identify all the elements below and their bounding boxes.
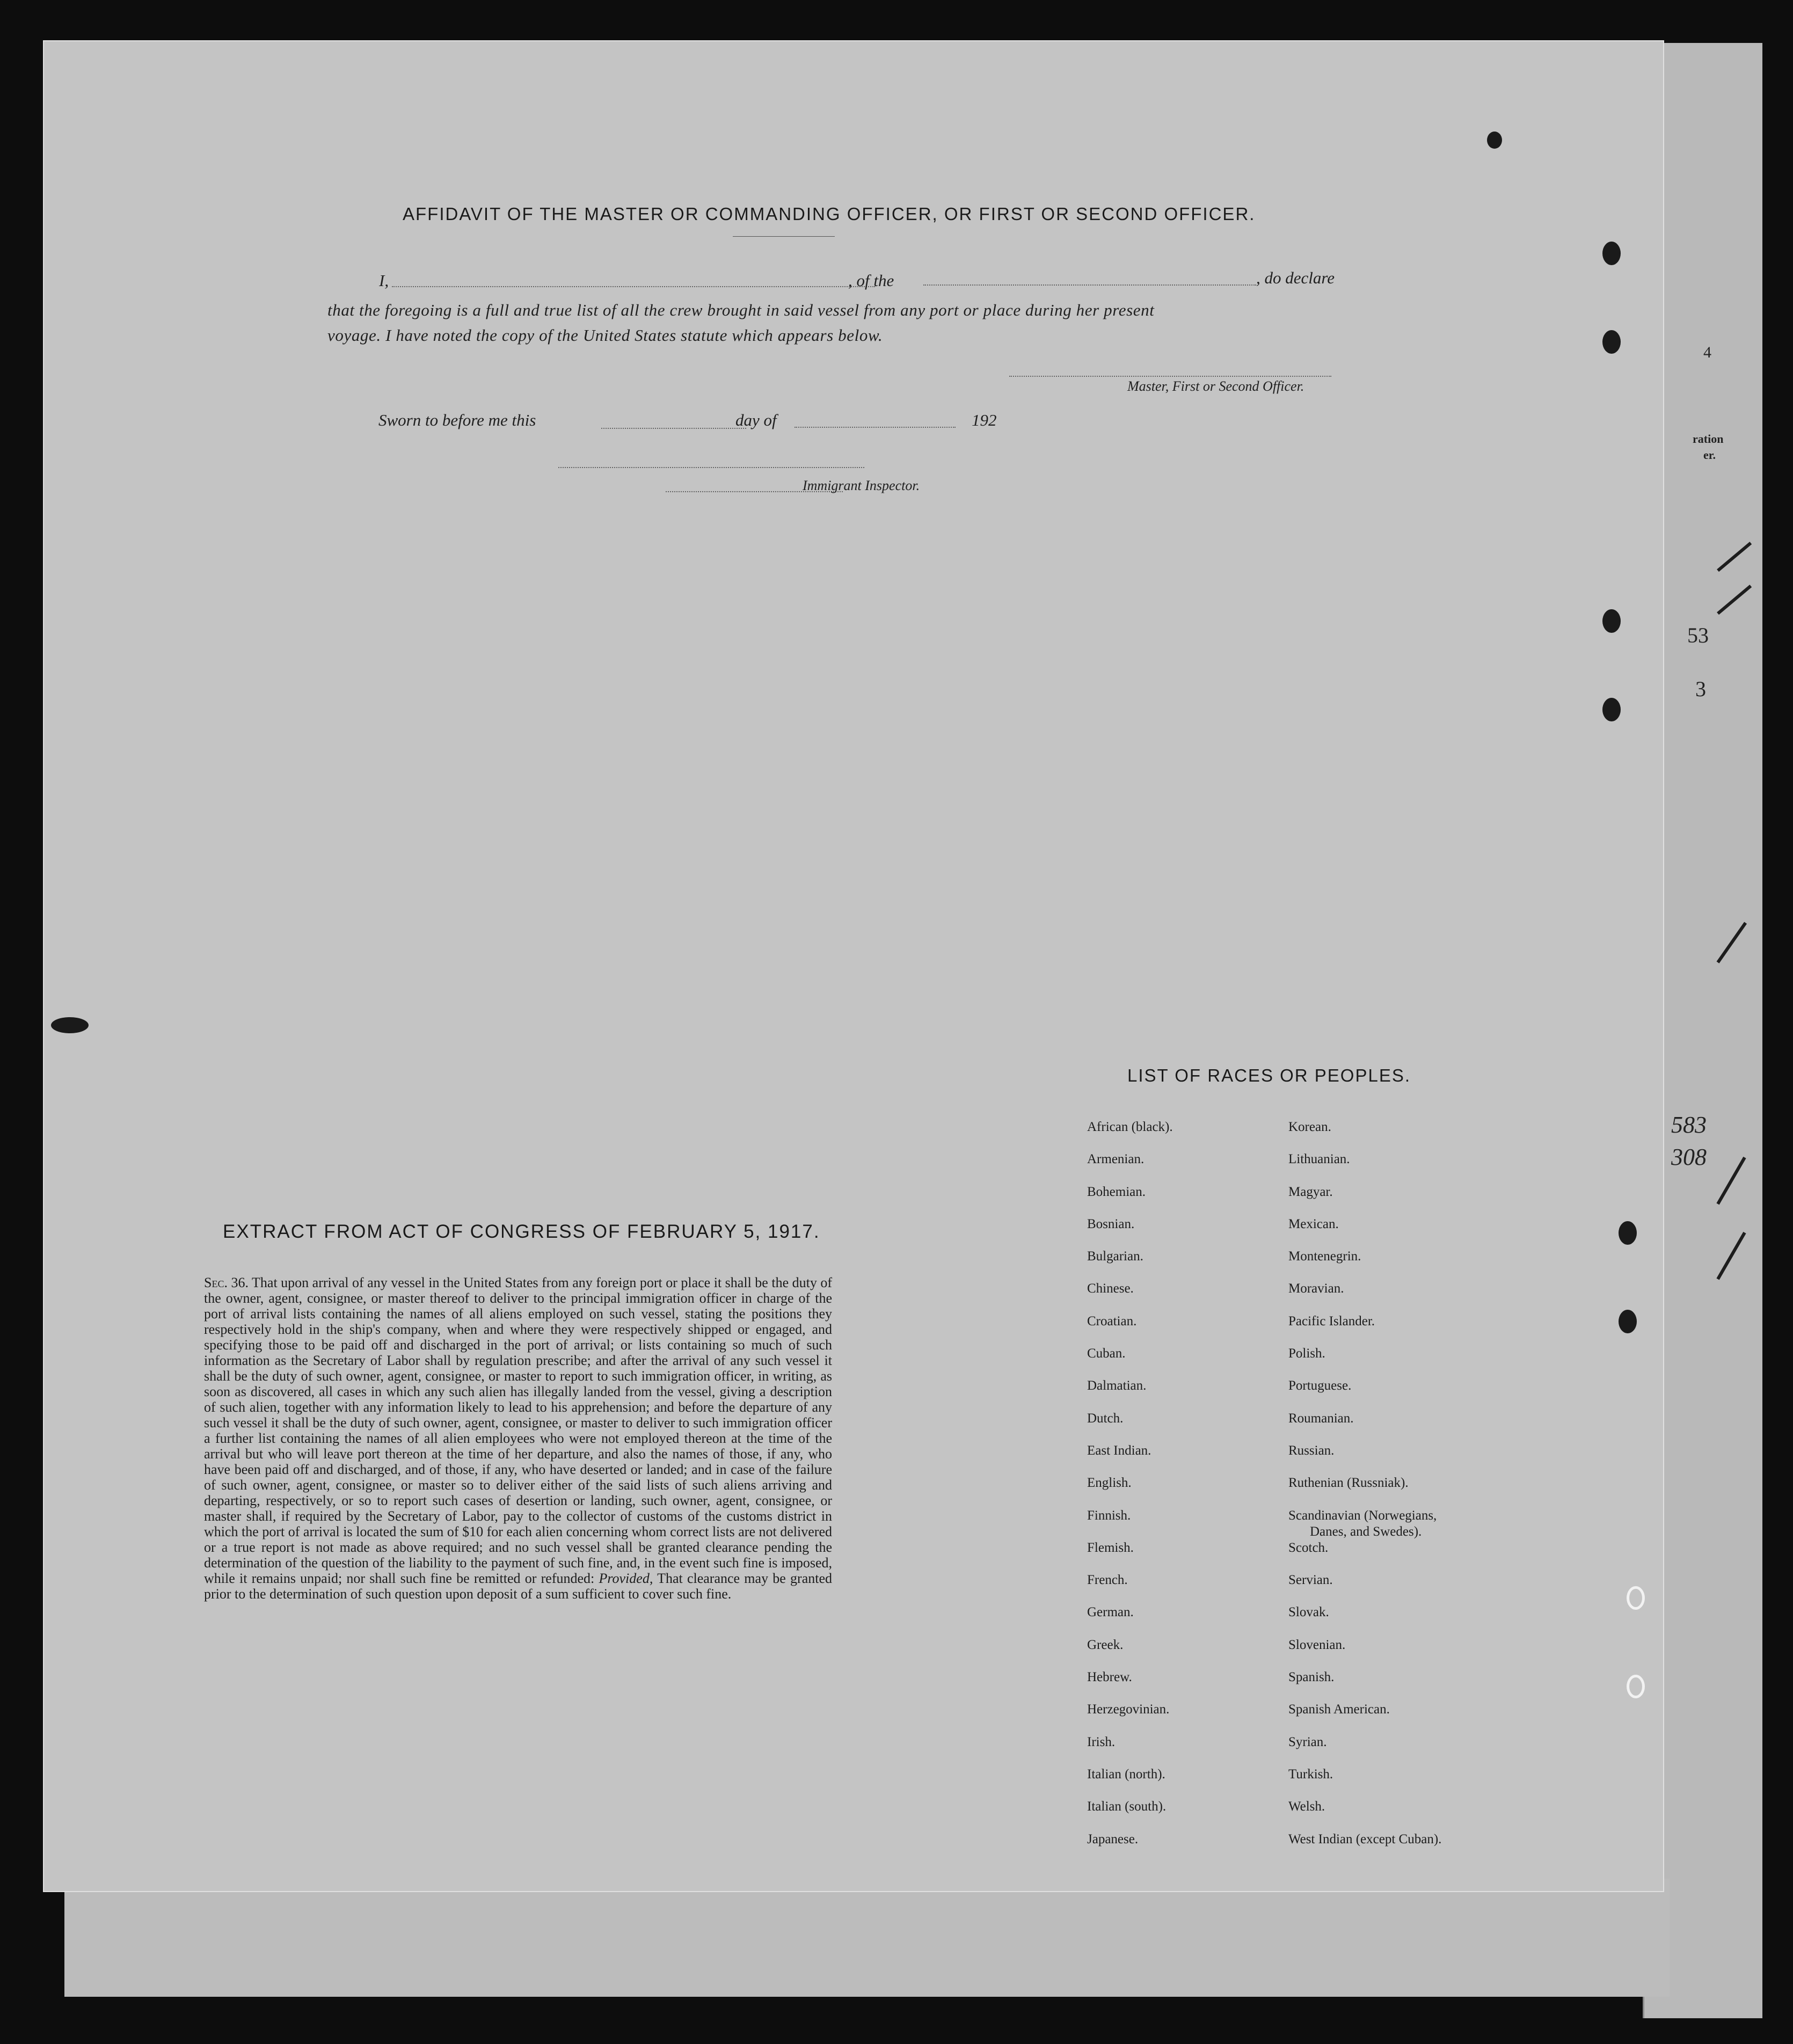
name-blank-line <box>392 286 875 287</box>
divider <box>733 236 835 237</box>
section-label: Sec. 36. <box>204 1275 249 1290</box>
race-item: Bohemian. <box>1087 1184 1146 1199</box>
race-item: Bulgarian. <box>1087 1249 1143 1264</box>
race-item: Korean. <box>1288 1120 1331 1134</box>
race-item: East Indian. <box>1087 1443 1151 1458</box>
race-item: Russian. <box>1288 1443 1335 1458</box>
signature-label: Master, First or Second Officer. <box>1127 378 1304 394</box>
race-item: Lithuanian. <box>1288 1152 1350 1167</box>
ink-blot <box>1487 132 1502 149</box>
margin-mark: ration <box>1693 432 1724 446</box>
section-text: That upon arrival of any vessel in the United States from any foreign port or place it shall be the duty of the owner, agent, consignee, or master thereof to deliver to the principal immigration officer in charge of the port of arrival lists containing the names of all aliens employed on such vessel, stating the positions they respectively hold in the ship's company, when and where they were respectively shipped or engaged, and specifying those to be paid off and discharged in the port of arrival; or lists containing so much of such information as the Secretary of Labor shall by regulation prescribe; and after the arrival of any such vessel it shall be the duty of such owner, agent, consignee, or master to report to such immigration officer, in writing, as soon as discovered, all cases in which any such alien has illegally landed from the vessel, giving a description of such alien, together with any information likely to lead to his apprehension; and before the departure of any such vessel it shall be the duty of such owner, agent, consignee, or master to deliver to such immigration officer a further list containing the names of all alien employees who were not employed thereon at the time of the arrival but who will leave port thereon at the time of her departure, and also the names of those, if any, who have been paid off and discharged, and of those, if any, who have deserted or landed; and in case of the failure of such owner, agent, consignee, or master so to deliver either of the said lists of such aliens arriving and departing, respectively, or so to report such cases of desertion or landing, such owner, agent, consignee, or master shall, if required by the Secretary of Labor, pay to the collector of customs of the customs district in which the port of arrival is located the sum of $10 for each alien concerning whom correct lists are not delivered or a true report is not made as above required; and no such vessel shall be granted clearance pending the determination of the question of the liability to the payment of such fine, and, in the event such fine is imposed, while it remains unpaid; nor shall such fine be remitted or refunded: <box>204 1275 832 1586</box>
race-item: Hebrew. <box>1087 1670 1132 1685</box>
race-item: Cuban. <box>1087 1346 1126 1361</box>
race-item: Pacific Islander. <box>1288 1313 1375 1328</box>
race-item: West Indian (except Cuban). <box>1288 1831 1442 1846</box>
margin-mark: 3 <box>1695 677 1706 701</box>
race-item: Ruthenian (Russniak). <box>1288 1476 1409 1491</box>
margin-mark: er. <box>1703 448 1716 462</box>
race-item: French. <box>1087 1573 1128 1588</box>
race-item: Armenian. <box>1087 1152 1145 1167</box>
race-item: Irish. <box>1087 1734 1116 1749</box>
race-item: Turkish. <box>1288 1766 1333 1782</box>
inspector-label: Immigrant Inspector. <box>803 478 920 493</box>
margin-mark: 4 <box>1703 344 1711 361</box>
races-list-left <box>1087 1119 1173 1864</box>
race-item: Finnish. <box>1087 1508 1131 1523</box>
punch-hole <box>1627 1586 1645 1610</box>
race-item: Croatian. <box>1087 1313 1137 1328</box>
affidavit-line-3: voyage. I have noted the copy of the United States statute which appears below. <box>327 326 883 345</box>
race-item-continued: Danes, and Swedes). <box>1310 1524 1422 1539</box>
affidavit-i: I, <box>379 271 389 290</box>
affidavit-line-2: that the foregoing is a full and true list of all the crew brought in said vessel from any port or place during her present <box>327 301 1155 319</box>
section-text-end: That clearance may be granted prior to the determination of such question upon deposit of a sum sufficient to cover such fine. <box>204 1571 833 1602</box>
race-item: Syrian. <box>1288 1734 1327 1749</box>
punch-hole <box>1619 1221 1637 1245</box>
sworn-prefix: Sworn to before me this <box>378 411 536 429</box>
race-item: English. <box>1087 1476 1132 1491</box>
sworn-year: 192 <box>972 411 997 429</box>
ink-blot <box>51 1017 89 1033</box>
affidavit-do-declare: , do declare <box>1256 268 1335 287</box>
extract-title: EXTRACT FROM ACT OF CONGRESS OF FEBRUARY 5, 1917. <box>223 1221 820 1242</box>
sworn-day-blank <box>601 428 746 429</box>
punch-hole <box>1619 1310 1637 1333</box>
race-item: Italian (north). <box>1087 1766 1165 1782</box>
race-item: Portuguese. <box>1288 1378 1352 1393</box>
punch-hole <box>1627 1675 1645 1698</box>
sworn-day-of: day of <box>735 411 777 429</box>
affidavit-title: AFFIDAVIT OF THE MASTER OR COMMANDING OFFICER, OR FIRST OR SECOND OFFICER. <box>403 204 1256 224</box>
race-item: Slovak. <box>1288 1605 1329 1620</box>
race-item: Montenegrin. <box>1288 1249 1361 1264</box>
race-item: Italian (south). <box>1087 1799 1167 1814</box>
margin-mark: 53 <box>1687 623 1709 647</box>
provided-label: Provided, <box>599 1571 653 1586</box>
punch-hole <box>1602 698 1621 721</box>
race-item: Moravian. <box>1288 1281 1344 1296</box>
race-item: German. <box>1087 1605 1134 1620</box>
race-item: Dutch. <box>1087 1411 1124 1426</box>
vessel-blank-line <box>923 284 1256 286</box>
races-list-right <box>1288 1119 1441 1864</box>
race-item: Dalmatian. <box>1087 1378 1147 1393</box>
race-item: Polish. <box>1288 1346 1325 1361</box>
race-item: Chinese. <box>1087 1281 1134 1296</box>
race-item: Herzegovinian. <box>1087 1702 1170 1717</box>
race-item: Scandinavian (Norwegians, <box>1288 1508 1437 1523</box>
race-item: Flemish. <box>1087 1540 1134 1555</box>
punch-hole <box>1602 609 1621 633</box>
race-item: Magyar. <box>1288 1184 1333 1199</box>
sworn-month-blank <box>795 427 956 428</box>
affidavit-of-the: , of the <box>848 271 894 290</box>
race-item: African (black). <box>1087 1120 1173 1134</box>
race-item: Welsh. <box>1288 1799 1325 1814</box>
race-item: Greek. <box>1087 1637 1124 1652</box>
inspector-signature-line <box>558 467 864 468</box>
race-item: Bosnian. <box>1087 1216 1135 1231</box>
race-item: Slovenian. <box>1288 1637 1346 1652</box>
extract-body <box>204 1275 832 1602</box>
race-item: Spanish. <box>1288 1670 1335 1685</box>
margin-mark: 308 <box>1671 1144 1707 1170</box>
signature-line <box>1009 376 1331 377</box>
punch-hole <box>1602 242 1621 265</box>
race-item: Scotch. <box>1288 1540 1329 1555</box>
races-title: LIST OF RACES OR PEOPLES. <box>1127 1065 1411 1085</box>
underlying-page-bottom <box>64 1879 1670 1997</box>
race-item: Roumanian. <box>1288 1411 1354 1426</box>
race-item: Japanese. <box>1087 1831 1139 1846</box>
punch-hole <box>1602 330 1621 354</box>
race-item: Spanish American. <box>1288 1702 1390 1717</box>
race-item-scandinavian <box>1288 1508 1441 1540</box>
race-item: Servian. <box>1288 1573 1333 1588</box>
document-page <box>43 40 1664 1892</box>
margin-mark: 583 <box>1671 1112 1707 1138</box>
race-item: Mexican. <box>1288 1216 1339 1231</box>
